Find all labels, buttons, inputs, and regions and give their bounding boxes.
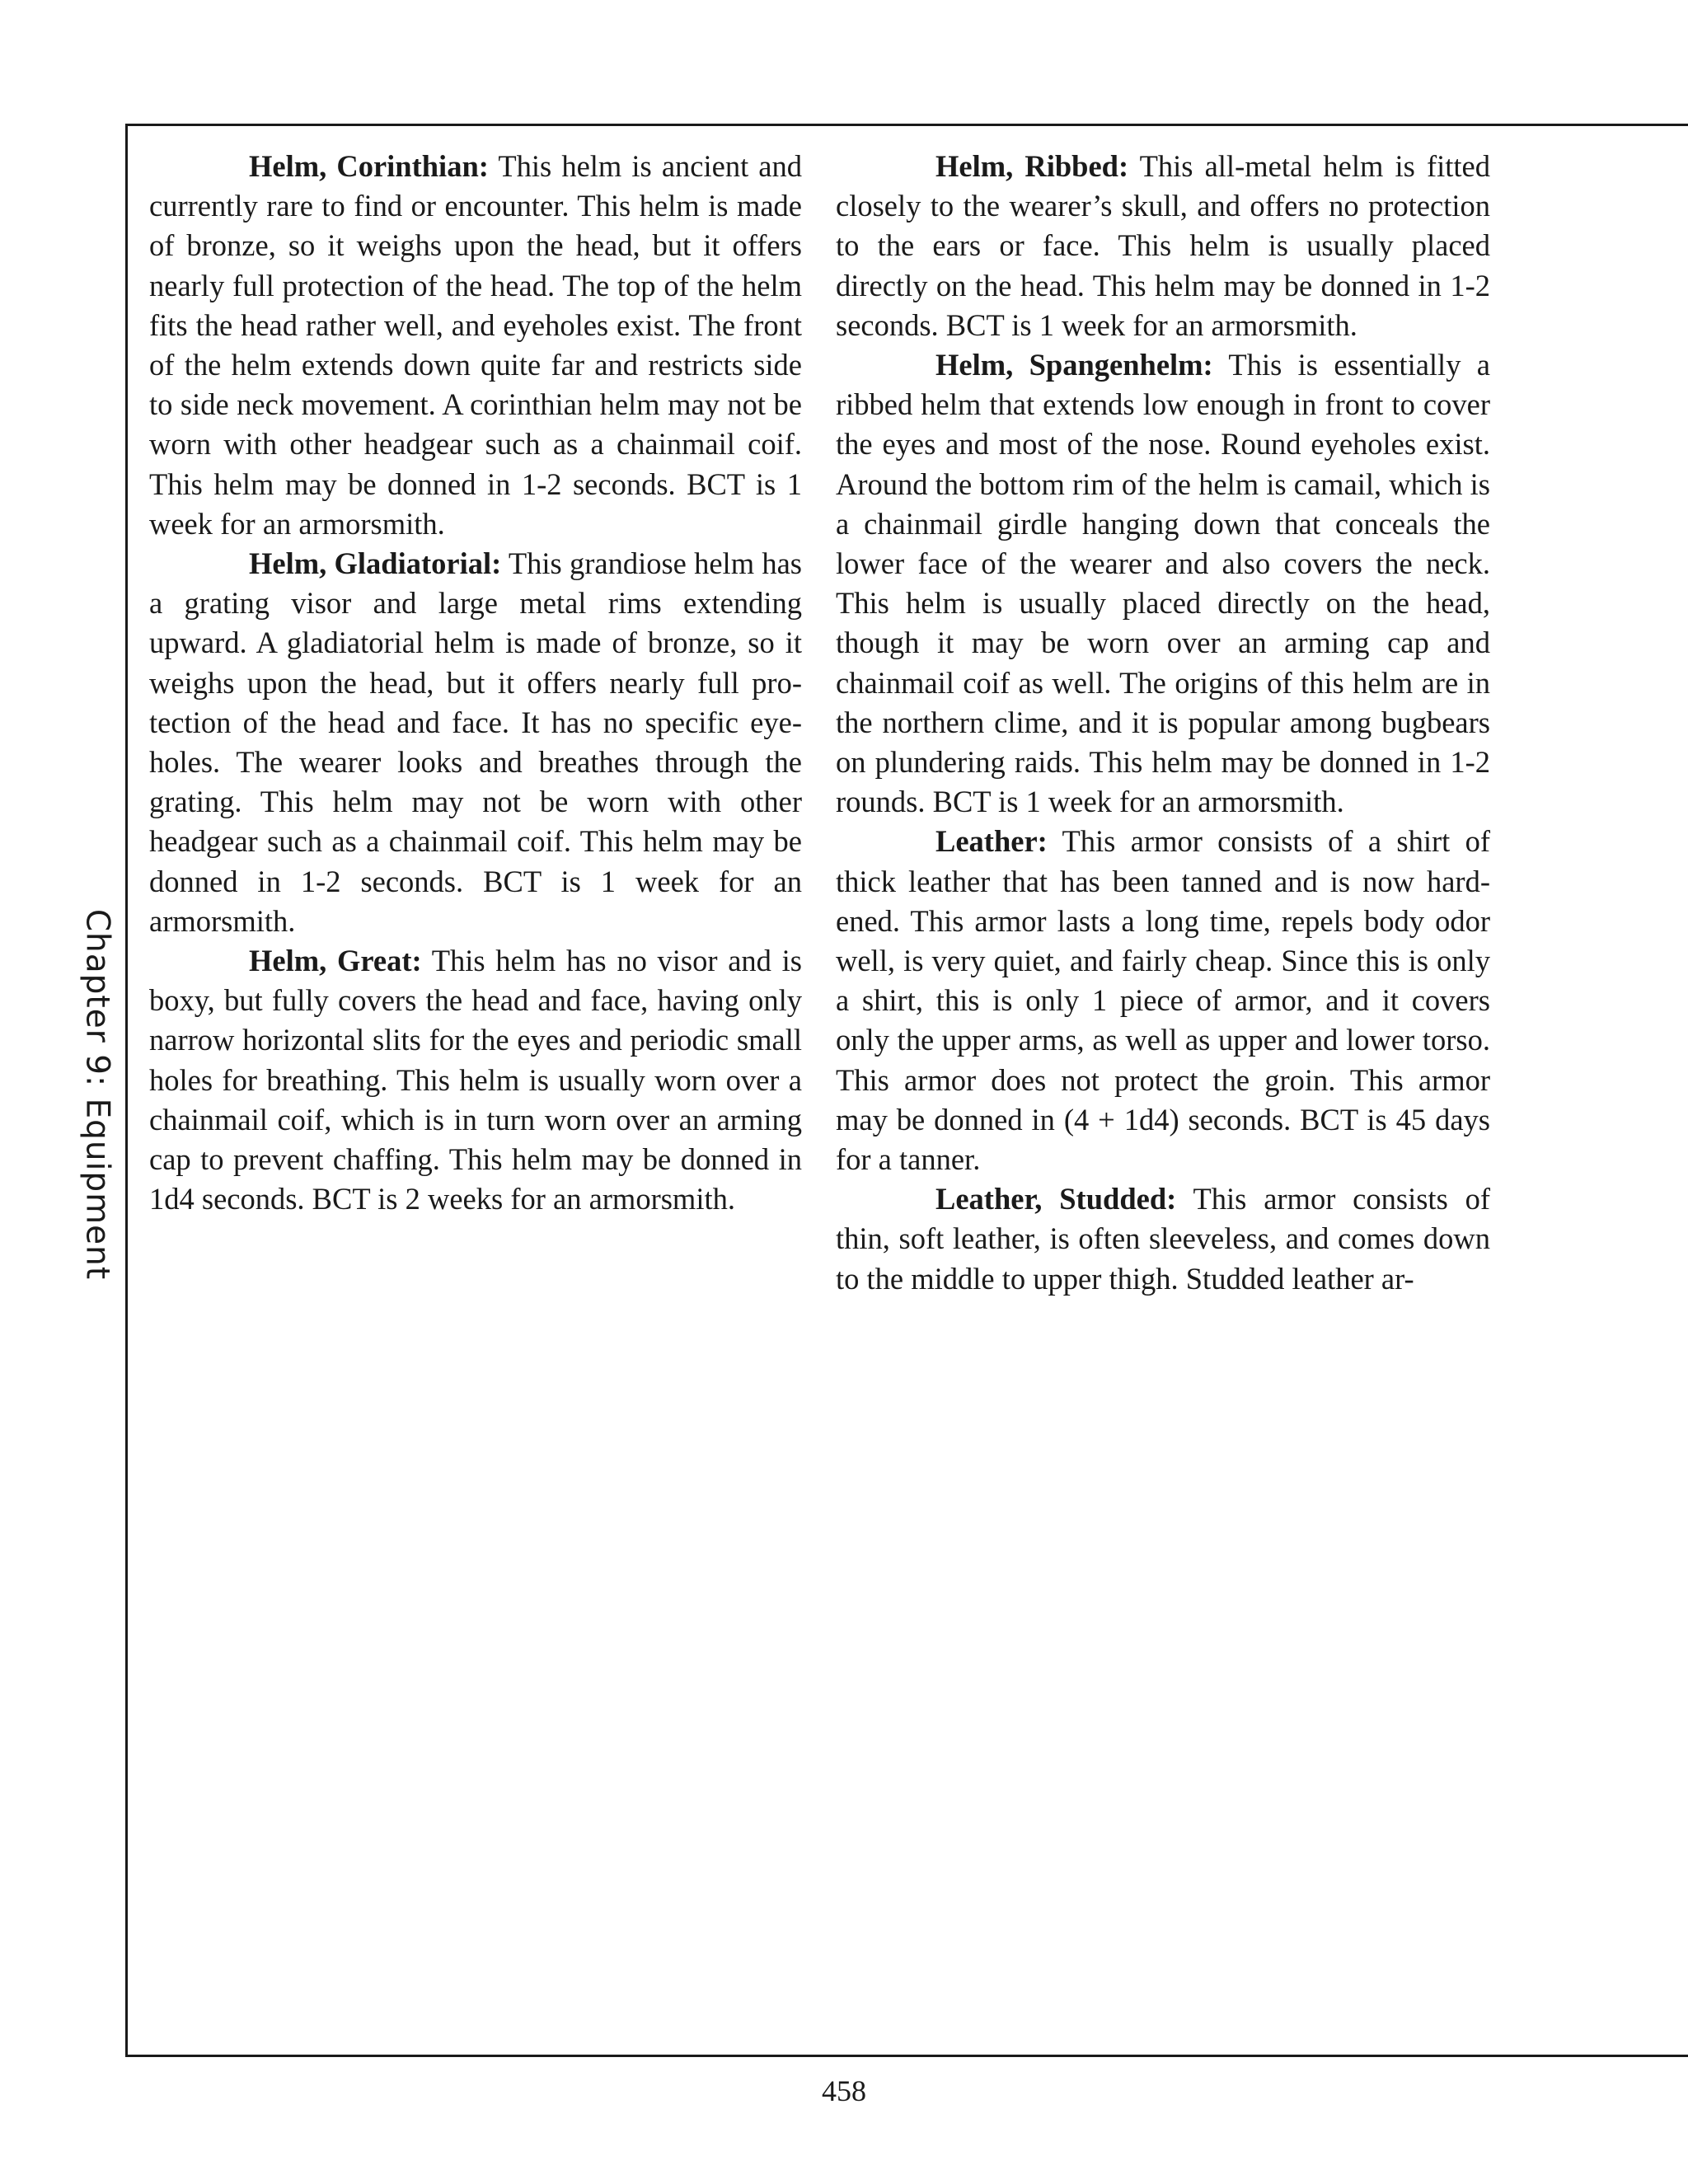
entry-helm-gladiatorial [149, 544, 802, 941]
entry-leather [836, 822, 1490, 1179]
entry-title: Helm, Spangenhelm: [935, 348, 1213, 382]
entry-title: Helm, Great: [249, 944, 422, 978]
entry-helm-great [149, 941, 802, 1219]
entry-text: This armor consists of thin, soft leather, is often sleeveless, and comes down to the middle to upper thigh. Studded leather ar- [836, 1182, 1491, 1296]
entry-title: Helm, Corinthian: [249, 149, 489, 183]
entry-text: This helm has no visor and is boxy, but fully covers the head and face, having only narrow horizontal slits for the eyes and periodic small holes for breathing. This helm is usually worn over a chainmail coif, which is in turn worn over an arming cap to prevent chaffing. This helm may be donned in 1d4 seconds. BCT is 2 weeks for an armorsmith. [149, 944, 802, 1216]
page-number: 458 [822, 2074, 866, 2107]
entry-title: Leather: [935, 824, 1048, 859]
entry-text: This armor consists of a shirt of thick leather that has been tanned and is now hardened. This armor lasts a long time, repels body odor well, is very quiet, and fairly cheap. Since this is only a shirt, this is only 1 piece of armor, and it covers only the upper arms, as well as upper and lower torso. This armor does not protect the groin. This armor may be donned in (4 + 1d4) seconds. BCT is 45 days for a tanner. [836, 824, 1490, 1177]
entry-title: Helm, Gladiatorial: [249, 546, 502, 581]
entry-title: Leather, Studded: [935, 1182, 1177, 1216]
right-text-column [836, 147, 1490, 1299]
chapter-tab-label: Chapter 9: Equipment [78, 908, 116, 1281]
entry-text: This helm is ancient and currently rare to find or encounter. This helm is made of bronze, so it weighs upon the head, but it offers nearly full protection of the head. The top of the helm fits the head rather well, and eyeholes exist. The front of the helm extends down quite far and restricts side to side neck movement. A corinthian helm may not be worn with other headgear such as a chainmail coif. This helm may be donned in 1-2 seconds. BCT is 1 week for an armorsmith. [149, 149, 802, 541]
entry-helm-spangenhelm [836, 345, 1490, 822]
left-text-column [149, 147, 802, 1219]
entry-helm-corinthian [149, 147, 802, 544]
entry-title: Helm, Ribbed: [935, 149, 1129, 183]
entry-leather-studded [836, 1179, 1490, 1299]
entry-helm-ribbed [836, 147, 1490, 345]
entry-text: This all-metal helm is fitted closely to the wearer’s skull, and offers no protection to the ears or face. This helm is usually placed directly on the head. This helm may be donned in 1-2 seconds. BCT is 1 week for an armorsmith. [836, 149, 1490, 342]
entry-text: This is essentially a ribbed helm that extends low enough in front to cover the eyes and most of the nose. Round eyeholes exist. Around the bottom rim of the helm is camail, which is a chainmail girdle hanging down that conceals the lower face of the wearer and also covers the neck. This helm is usually placed directly on the head, though it may be worn over an arming cap and chainmail coif as well. The origins of this helm are in the northern clime, and it is popular among bugbears on plundering raids. This helm may be donned in 1-2 rounds. BCT is 1 week for an armorsmith. [836, 348, 1490, 819]
entry-text: This grandiose helm has a grating visor and large metal rims extending upward. A gladiatorial helm is made of bronze, so it weighs upon the head, but it offers nearly full protection of the head and face. It has no specific eyeholes. The wearer looks and breathes through the grating. This helm may not be worn with other headgear such as a chainmail coif. This helm may be donned in 1-2 seconds. BCT is 1 week for an armorsmith. [149, 546, 802, 938]
